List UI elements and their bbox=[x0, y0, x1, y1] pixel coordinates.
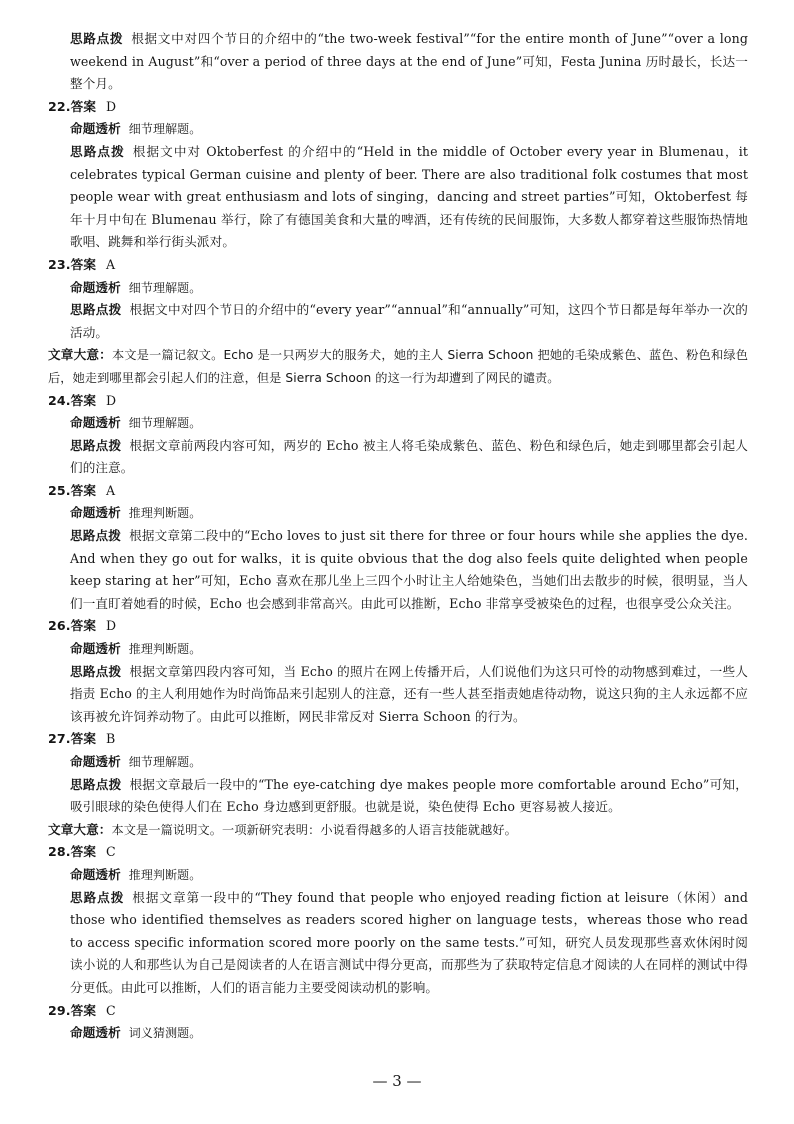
question-number: 22. bbox=[48, 98, 71, 114]
analysis-label: 思路点拨 bbox=[70, 776, 122, 792]
summary-text: 本文是一篇说明文。一项新研究表明：小说看得越多的人语言技能就越好。 bbox=[111, 822, 517, 837]
answer-line bbox=[48, 841, 748, 864]
type-label: 命题透析 bbox=[70, 1025, 121, 1041]
answer-letter: B bbox=[106, 731, 116, 747]
type-text: 词义猜测题。 bbox=[128, 1026, 202, 1041]
analysis-line bbox=[48, 887, 748, 1000]
answer-label: 答案 bbox=[70, 844, 97, 860]
analysis-text: 根据文章最后一段中的“The eye-catching dye makes people more comfortable around Echo”可知，吸引眼球的染色使得人们在 Echo 身边感到更舒服。也就是说，染色使得 Echo 更容易被人接近。 bbox=[70, 776, 748, 815]
question-type-line bbox=[48, 751, 748, 774]
answer-label: 答案 bbox=[70, 392, 97, 408]
analysis-text: 根据文章前两段内容可知，两岁的 Echo 被主人将毛染成紫色、蓝色、粉色和绿色后，她走到哪里都会引起人们的注意。 bbox=[70, 437, 748, 476]
question-number: 29. bbox=[48, 1002, 71, 1018]
analysis-label: 思路点拨 bbox=[70, 302, 122, 318]
question-type-line bbox=[48, 277, 748, 300]
summary-text: 本文是一篇记叙文。Echo 是一只两岁大的服务犬，她的主人 Sierra Schoon 把她的毛染成紫色、蓝色、粉色和绿色后，她走到哪里都会引起人们的注意，但是 Sierra Schoon 的这一行为却遭到了网民的谴责。 bbox=[48, 348, 749, 385]
analysis-label: 思路点拨 bbox=[70, 528, 122, 544]
question-type-line bbox=[48, 1022, 748, 1045]
analysis-line bbox=[48, 435, 748, 480]
answer-line bbox=[48, 1000, 748, 1023]
page-number: — 3 — bbox=[372, 1072, 422, 1090]
question-type-line bbox=[48, 502, 748, 525]
answer-letter: A bbox=[106, 482, 116, 498]
answer-item-24 bbox=[48, 390, 748, 480]
analysis-label: 思路点拨 bbox=[70, 663, 122, 679]
analysis-text: 根据文章第二段中的“Echo loves to just sit there for three or four hours while she applies the dye. And when they go out for walks，it is quite obvious that the dog also feels quite delighted when people keep staring at her”可知，Echo 喜欢在那儿坐上三四个小时让主人给她染色，当她们出去散步的时候，很明显，当人们一直盯着她看的时候，Echo 也会感到非常高兴。由此可以推断，Echo 非常享受被染色的过程，也很享受公众关注。 bbox=[70, 528, 748, 611]
continued-analysis bbox=[48, 28, 748, 96]
type-label: 命题透析 bbox=[70, 279, 121, 295]
answer-item-23 bbox=[48, 254, 748, 344]
analysis-line bbox=[48, 661, 748, 729]
summary-label: 文章大意： bbox=[48, 821, 112, 837]
analysis-text: 根据文中对 Oktoberfest 的介绍中的“Held in the middle of October every year in Blumenau，it celebrates typical German cuisine and plenty of beer. There are also traditional folk costumes that most people wear with great enthusiasm and lots of singing，dancing and street parties”可知，Oktoberfest 每年十月中旬在 Blumenau 举行，除了有德国美食和大量的啤酒，还有传统的民间服饰，大多数人都穿着这些服饰热情地歌唱、跳舞和举行街头派对。 bbox=[70, 143, 748, 250]
answer-letter: C bbox=[106, 844, 116, 860]
answer-line bbox=[48, 480, 748, 503]
answer-letter: A bbox=[106, 256, 116, 272]
question-type-line bbox=[48, 412, 748, 435]
type-label: 命题透析 bbox=[70, 415, 121, 431]
answer-label: 答案 bbox=[70, 618, 97, 634]
answer-label: 答案 bbox=[70, 731, 97, 747]
answer-label: 答案 bbox=[70, 98, 97, 114]
answer-letter: D bbox=[106, 392, 117, 408]
answer-item-27 bbox=[48, 728, 748, 818]
question-type-line bbox=[48, 118, 748, 141]
answer-key-page bbox=[48, 28, 748, 1045]
analysis-text: 根据文中对四个节日的介绍中的“the two-week festival”“for the entire month of June”“over a long weekend in August”和“over a period of three days at the end of June”可知，Festa Junina 历时最长，长达一整个月。 bbox=[70, 31, 748, 92]
type-label: 命题透析 bbox=[70, 641, 121, 657]
analysis-label: 思路点拨 bbox=[70, 143, 125, 159]
answer-line bbox=[48, 96, 748, 119]
article-summary bbox=[48, 344, 748, 389]
question-type-line bbox=[48, 638, 748, 661]
answer-line bbox=[48, 390, 748, 413]
analysis-text: 根据文章第一段中的“They found that people who enjoyed reading fiction at leisure（休闲）and those who identified themselves as readers scored higher on language tests，whereas those who read to access specific information scored more poorly on the same tests.”可知，研究人员发现那些喜欢休闲时阅读小说的人和那些认为自己是阅读者的人在语言测试中得分更高，而那些为了获取特定信息才阅读的人在同样的测试中得分更低。由此可以推断，人们的语言能力主要受阅读动机的影响。 bbox=[70, 889, 748, 995]
analysis-label: 思路点拨 bbox=[70, 437, 122, 453]
question-number: 28. bbox=[48, 844, 71, 860]
type-text: 细节理解题。 bbox=[128, 755, 202, 769]
type-label: 命题透析 bbox=[70, 754, 121, 769]
answer-label: 答案 bbox=[70, 256, 97, 272]
analysis-line bbox=[48, 774, 748, 819]
answer-letter: D bbox=[106, 618, 117, 634]
analysis-line bbox=[48, 525, 748, 615]
type-label: 命题透析 bbox=[70, 505, 121, 521]
answer-item-22 bbox=[48, 96, 748, 254]
question-number: 26. bbox=[48, 618, 71, 634]
type-text: 推理判断题。 bbox=[128, 867, 202, 882]
answer-label: 答案 bbox=[70, 1002, 97, 1018]
answer-label: 答案 bbox=[70, 482, 97, 498]
analysis-line bbox=[48, 141, 748, 254]
question-type-line bbox=[48, 864, 748, 887]
type-text: 细节理解题。 bbox=[128, 280, 202, 295]
question-number: 27. bbox=[48, 731, 71, 747]
type-label: 命题透析 bbox=[70, 866, 121, 882]
type-text: 细节理解题。 bbox=[128, 122, 202, 137]
analysis-text: 根据文中对四个节日的介绍中的“every year”“annual”和“annually”可知，这四个节日都是每年举办一次的活动。 bbox=[70, 302, 748, 340]
answer-letter: D bbox=[106, 98, 117, 114]
summary-label: 文章大意： bbox=[48, 347, 112, 363]
type-text: 推理判断题。 bbox=[128, 642, 202, 657]
answer-line bbox=[48, 728, 748, 751]
analysis-label: 思路点拨 bbox=[70, 31, 124, 46]
type-text: 推理判断题。 bbox=[128, 506, 202, 521]
analysis-label: 思路点拨 bbox=[70, 889, 125, 905]
question-number: 23. bbox=[48, 256, 71, 272]
type-text: 细节理解题。 bbox=[128, 416, 202, 431]
analysis-line bbox=[48, 299, 748, 344]
answer-item-28 bbox=[48, 841, 748, 999]
answer-line bbox=[48, 254, 748, 277]
question-number: 25. bbox=[48, 482, 71, 498]
answer-item-25 bbox=[48, 480, 748, 616]
question-number: 24. bbox=[48, 392, 71, 408]
answer-line bbox=[48, 615, 748, 638]
answer-item-26 bbox=[48, 615, 748, 728]
type-label: 命题透析 bbox=[70, 121, 121, 137]
analysis-text: 根据文章第四段内容可知，当 Echo 的照片在网上传播开后，人们说他们为这只可怜的动物感到难过，一些人指责 Echo 的主人利用她作为时尚饰品来引起别人的注意，还有一些人甚至指责她虐待动物，说这只狗的主人永远都不应该再被允许饲养动物了。由此可以推断，网民非常反对 Sierra Schoon 的行为。 bbox=[70, 663, 748, 724]
answer-letter: C bbox=[106, 1002, 116, 1018]
article-summary bbox=[48, 819, 748, 842]
answer-item-29 bbox=[48, 1000, 748, 1045]
